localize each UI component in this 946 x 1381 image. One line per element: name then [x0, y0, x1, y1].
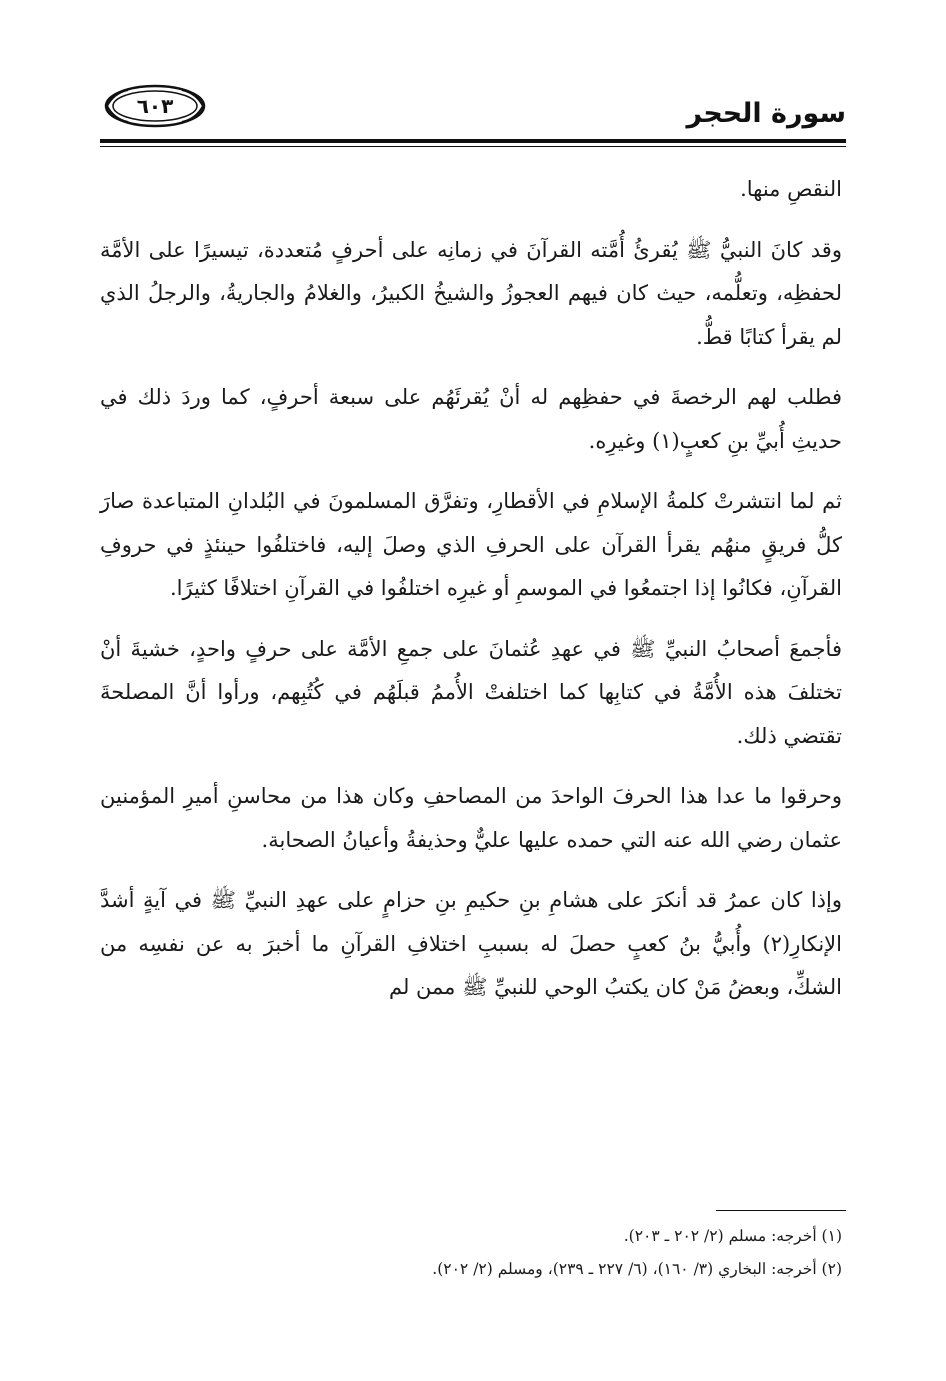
header-rule — [100, 139, 846, 143]
paragraph: فأجمعَ أصحابُ النبيِّ ﷺ في عهدِ عُثمانَ على جمعِ الأمَّة على حرفٍ واحدٍ، خشيةَ أنْ تختلفَ هذه الأُمَّةُ في كتابِها كما اختلفتْ الأُممُ قبلَهُم في كُتُبِهم، ورأوا أنَّ المصلحةَ تقتضي ذلك. — [100, 636, 842, 748]
paragraph: وقد كانَ النبيُّ ﷺ يُقرئُ أُمَّته القرآنَ في زمانِه على أحرفٍ مُتعددة، تيسيرًا على الأمَّة لحفظِه، وتعلُّمه، حيث كان فيهم العجوزُ والشيخُ الكبيرُ، والغلامُ والجاريةُ، والرجلُ الذي لم يقرأ كتابًا قطُّ. — [100, 237, 842, 349]
paragraph: وإذا كان عمرُ قد أنكرَ على هشامِ بنِ حكيمِ بنِ حزامٍ على عهدِ النبيِّ ﷺ في آيةٍ أشدَّ الإنكارِ(٢) وأُبيُّ بنُ كعبٍ حصلَ له بسببِ اختلافِ القرآنِ ما أخبرَ به عن نفسِه من الشكِّ، وبعضُ مَنْ كان يكتبُ الوحي للنبيِّ ﷺ ممن لم — [100, 888, 842, 999]
paragraph: وحرقوا ما عدا هذا الحرفَ الواحدَ من المصاحفِ وكان هذا من محاسنِ أميرِ المؤمنين عثمان رضي الله عنه التي حمده عليها عليٌّ وحذيفةُ وأعيانُ الصحابة. — [100, 784, 842, 852]
footnote: (٢) أخرجه: البخاري (٣/ ١٦٠)، (٦/ ٢٢٧ ـ ٢٣٩)، ومسلم (٢/ ٢٠٢). — [432, 1260, 842, 1278]
footnotes — [100, 1220, 842, 1286]
paragraph: فطلب لهم الرخصةَ في حفظِهم له أنْ يُقرئَهُم على سبعة أحرفٍ، كما وردَ ذلك في حديثِ أُبيِّ بنِ كعبٍ(١) وغيرِه. — [100, 385, 842, 453]
page-number-badge — [104, 84, 206, 128]
header-rule-thin — [100, 146, 846, 147]
surah-title: سورة الحجر — [686, 98, 846, 129]
main-text — [100, 168, 842, 1027]
paragraph: النقصِ منها. — [740, 177, 842, 201]
page-number: ٦٠٣ — [136, 94, 174, 118]
footnote: (١) أخرجه: مسلم (٢/ ٢٠٢ ـ ٢٠٣). — [623, 1227, 842, 1245]
paragraph: ثم لما انتشرتْ كلمةُ الإسلامِ في الأقطارِ، وتفرَّق المسلمونَ في البُلدانِ المتباعدة صارَ كلُّ فريقٍ منهُم يقرأ القرآن على الحرفِ الذي وصلَ إليه، فاختلفُوا حينئذٍ في حروفِ القرآنِ، فكانُوا إذا اجتمعُوا في الموسمِ أو غيرِه اختلفُوا في القرآنِ اختلافًا كثيرًا. — [100, 489, 842, 600]
footnote-separator — [716, 1210, 846, 1211]
page-header — [100, 78, 846, 142]
